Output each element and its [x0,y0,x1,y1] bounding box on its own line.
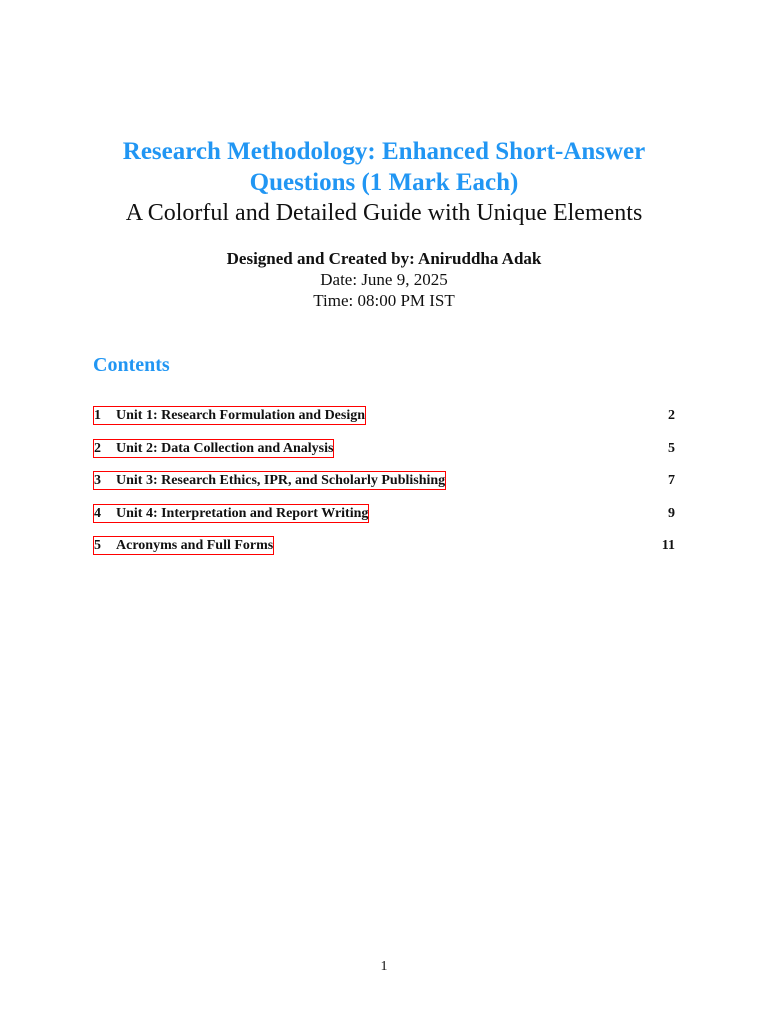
toc-number: 5 [94,538,101,553]
toc-page-number: 2 [668,408,675,423]
toc-page-number: 7 [668,473,675,488]
toc-label: Unit 2: Data Collection and Analysis [116,440,334,456]
toc-number: 4 [94,505,101,521]
time-line: Time: 08:00 PM IST [313,291,455,310]
title-block [0,136,768,228]
toc-link-acronyms[interactable] [93,536,274,555]
toc-entry-1 [93,406,675,439]
contents-heading: Contents [93,354,170,376]
toc-page-number: 11 [661,538,675,553]
meta-block [0,248,768,311]
toc-link-unit-3[interactable] [93,471,446,490]
toc-link-unit-1[interactable] [93,406,366,425]
toc-link-unit-4[interactable] [93,504,369,523]
toc-label: Unit 1: Research Formulation and Design [116,408,366,423]
toc-page-number: 5 [668,440,675,456]
toc-link-unit-2[interactable] [93,439,334,458]
toc-number: 2 [94,440,101,456]
toc-entry-5 [93,536,675,569]
toc-label: Unit 3: Research Ethics, IPR, and Scholarly Publishing [116,473,446,488]
toc-number: 1 [94,408,101,423]
document-title-line-1: Research Methodology: Enhanced Short-Answer [122,138,646,165]
toc-page-number: 9 [668,505,675,521]
toc-entry-4 [93,504,675,537]
document-title-line-2: Questions (1 Mark Each) [249,169,519,196]
toc-entry-3 [93,471,675,504]
page-number-footer: 1 [380,959,388,974]
author-line: Designed and Created by: Aniruddha Adak [226,249,542,268]
toc-label: Unit 4: Interpretation and Report Writing [116,505,369,521]
toc-number: 3 [94,473,101,488]
date-line: Date: June 9, 2025 [320,270,448,289]
document-subtitle: A Colorful and Detailed Guide with Unique Elements [125,200,643,226]
toc-entry-2 [93,439,675,472]
table-of-contents [93,406,675,569]
toc-label: Acronyms and Full Forms [116,538,274,553]
